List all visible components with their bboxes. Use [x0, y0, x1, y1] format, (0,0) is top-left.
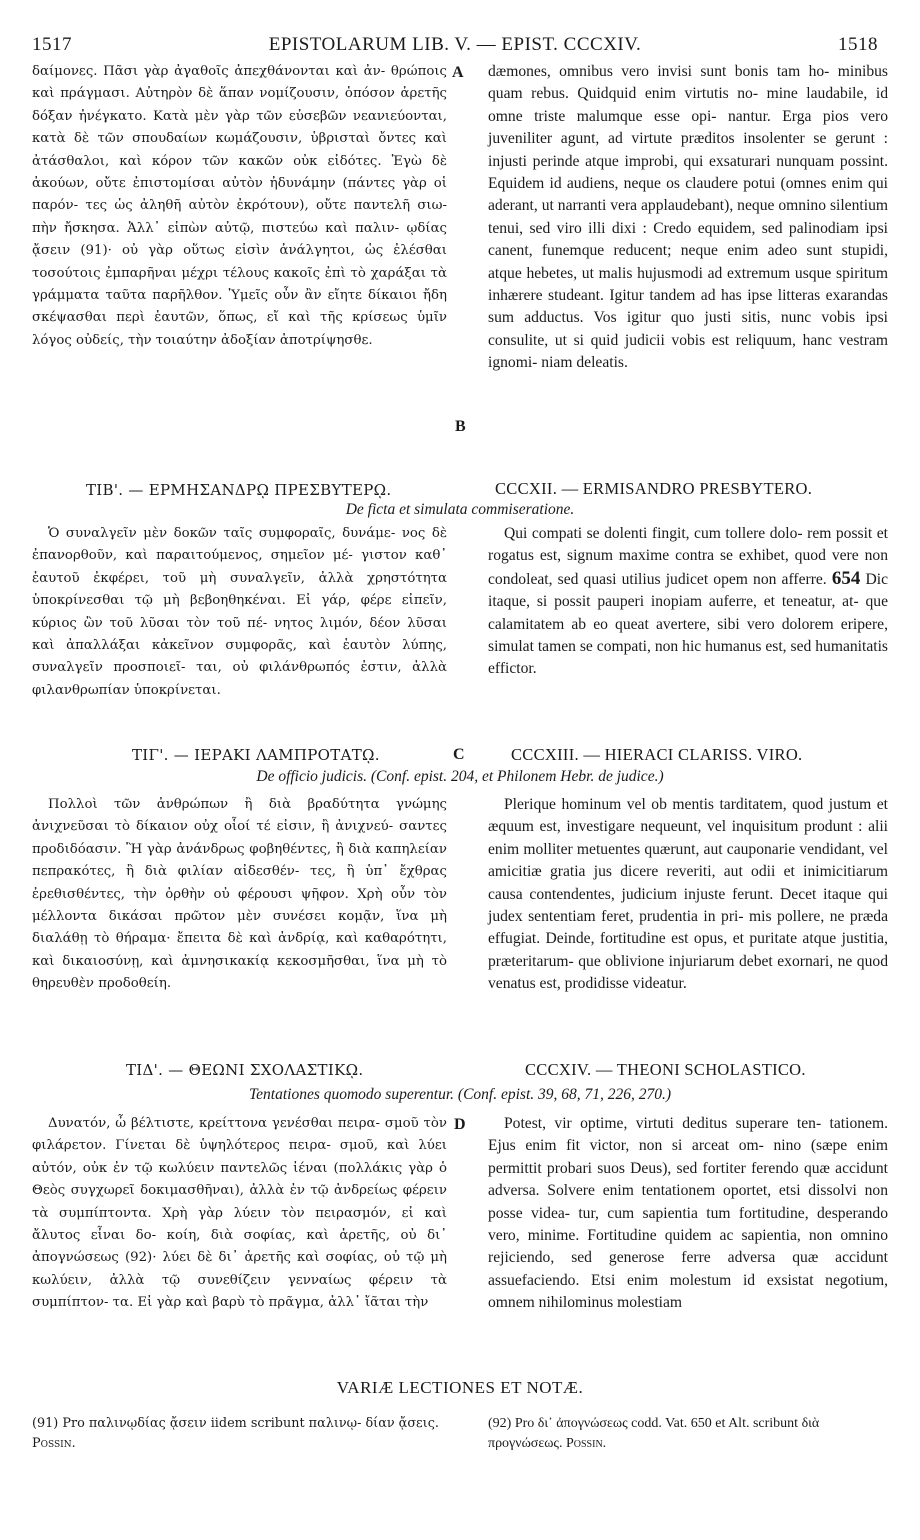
greek-column-312: [32, 523, 447, 702]
greek-heading-312: ΤΙΒ'. — ΕΡΜΗΣΑΝΔΡῼ ΠΡΕΣΒΥΤΕΡῼ.: [86, 481, 392, 499]
subtitle-314: Tentationes quomodo superentur. (Conf. epist. 39, 68, 71, 226, 270.): [248, 1086, 672, 1103]
right-page-number: 1518: [838, 34, 878, 55]
subtitle-313: De officio judicis. (Conf. epist. 204, et Philonem Hebr. de judice.): [256, 768, 664, 785]
notes-heading: VARIÆ LECTIONES ET NOTÆ.: [336, 1378, 584, 1397]
greek-column-313: [32, 794, 447, 996]
latin-text-313: Plerique hominum vel ob mentis tarditatem, quod justum et æquum est, investigare nequeunt, vel inquisitum produnt : alii enim molliter metuentes quærunt, aut cauponarie vendidant, vel amicitiæ gratia jus dicere reveriti, aut odii et inimicitiarum causa contendentes, judicium injuste ferunt. Decet itaque qui judex sententiam feret, prudentia in pri- mis pollere, ne præda effugiat. Deinde, fortitudine est opus, et puritate atque justitia, præteritarum- que oblivione injuriarum debet exornari, ne quod venatus est, prodidisse videatur.: [488, 796, 888, 993]
note-91-author: Possin.: [32, 1436, 76, 1451]
latin-column-312: [488, 523, 888, 681]
greek-text-314: Δυνατόν, ὦ βέλτιστε, κρείττονα γενέσθαι πειρα- σμοῦ τὸν φιλάρετον. Γίνεται δὲ ὑψηλότερος πειρα- σμοῦ, καὶ λύει αὐτόν, οὐκ ἐν τῷ κωλύειν παντελῶς ἰέναι (πολλάκις γὰρ ὁ Θεὸς συγχωρεῖ δοκιμασθῆναι), ἀλλὰ ἐν τῷ ἀνδρείως φέρειν τὰ συμπίπτοντα. Χρὴ γὰρ λύειν τὸν πειρασμόν, εἰ καὶ ἄλυτος εἶναι δο- κοίη, διὰ σοφίας, καὶ ἀρετῆς, οὐ δι᾽ ἀπογνώσεως (92)· λύει δὲ δι᾽ ἀρετῆς καὶ σοφίας, οὐ τῷ μὴ κωλύειν, ἀλλὰ τῷ συνεθίζειν γενναίως φέρειν τὰ συμπίπτον- τα. Εἰ γὰρ καὶ βαρὺ τὸ πρᾶγμα, ἀλλ᾽ ἴᾶται τὴν: [32, 1116, 447, 1311]
latin-heading-314: CCCXIV. — THEONI SCHOLASTICO.: [525, 1060, 806, 1079]
note-92-author: Possin.: [565, 1436, 607, 1451]
subtitle-312: De ficta et simulata commiseratione.: [345, 501, 575, 518]
note-91-text: (91) Pro παλινῳδίας ᾄσειν iidem scribunt παλινῳ- δίαν ᾄσεις.: [32, 1416, 439, 1431]
latin-text-314: Potest, vir optime, virtuti deditus superare ten- tationem. Ejus enim fit victor, non si arceat om- nino (sæpe enim permittit probari suos Deus), sed fortiter ferendo quæ accidunt adversa. Solvere enim tentationem oportet, etsi dissolvi non posse videa- tur, cum sapientia tum fortitudine, desperando vero, minime. Fortitudine quidem ac sapientia, non omnino rejiciendo, sed generose ferre adversa quæ accidunt assuefaciendo. Etsi enim molestum id exsistat negotium, omnem nihilominus molestiam: [488, 1115, 888, 1312]
margin-marker-b: B: [455, 418, 466, 435]
running-header: [32, 34, 878, 60]
note-92: [488, 1414, 888, 1454]
column-number: 654: [831, 567, 861, 589]
greek-text-313: Πολλοὶ τῶν ἀνθρώπων ἢ διὰ βραδύτητα γνώμης ἀνιχνεῦσαι τὸ δίκαιον οὐχ οἷοί τέ εἰσιν, ἢ ἀνιχνεύ- σαντες προδιδόασιν. Ἢ γὰρ ἀνάνδρως φοβηθέντες, ἢ διὰ καπηλείαν πεπρακότες, ἢ διὰ φιλίαν αἰδεσθέν- τες, ἢ ὑπ᾽ ἔχθρας ἐρεθισθέντες, τὴν ὀρθὴν οὐ φέρουσι ψῆφον. Χρὴ οὖν τὸν μέλλοντα δικάσαι πρῶτον μὲν συνέσει κομᾷν, ἵνα μὴ διαλάθῃ τὸ θήραμα· ἔπειτα δὲ καὶ ἀνδρίᾳ, καὶ καθαρότητι, καὶ δικαιοσύνῃ, καὶ ἀμνησικακίᾳ κεκοσμῆσθαι, ἵνα μὴ τὸ θηρευθὲν προδοθείη.: [32, 797, 447, 992]
margin-marker-c: C: [453, 746, 465, 763]
greek-heading-313: ΤΙΓ'. — ΙΕΡΑΚΙ ΛΑΜΠΡΟΤΑΤῼ.: [132, 746, 380, 764]
margin-marker-d: D: [454, 1116, 466, 1133]
latin-column-314: [488, 1113, 888, 1315]
latin-heading-312: CCCXII. — ERMISANDRO PRESBYTERO.: [495, 479, 813, 498]
running-title: EPISTOLARUM LIB. V. — EPIST. CCCXIV.: [268, 34, 642, 55]
note-92-text: (92) Pro δι᾽ ἀπογνώσεως codd. Vat. 650 et Alt. scribunt διὰ προγνώσεως.: [488, 1416, 820, 1451]
latin-text-312: [488, 523, 888, 681]
greek-text-continuation: δαίμονες. Πᾶσι γὰρ ἀγαθοῖς ἀπεχθάνονται καὶ ἀν- θρώποις καὶ πράγμασι. Αὐτηρὸν δὲ ἅπαν νομίζουσιν, ὁπόσον ἀρετῆς δόξαν ἠνέγκατο. Κατὰ μὲν γὰρ τῶν εὐσεβῶν νεανιεύονται, κατὰ δὲ τῶν σπουδαίων κωμάζουσιν, ὑβρισταὶ ὄντες καὶ ἀτάσθαλοι, καὶ κόρον τῶν κακῶν οὐκ εἰδότες. Ἐγὼ δὲ ἀκούων, οὔτε ἐπιστομίσαι αὐτὸν ἠδυνάμην (πάντες γὰρ οἱ παρόν- τες ὡς ἀληθῆ αὐτὸν ἐκρότουν), οὔτε παντελῆ σιω- πὴν ἤσκησα. Ἀλλ᾽ εἰπὼν αὐτῷ, πιστεύω καὶ παλιν- ῳδίας ᾄσειν (91)· οὐ γὰρ οὕτως εἰσὶν ἀνάλγητοι, ὡς ἐλέσθαι τοσούτοις ἐμπαρῆναι μέχρι τέλους κακοῖς ἐπὶ τὸ χαράξαι τὰ γράμματα ταῦτα παρῆλθον. Ὑμεῖς οὖν ἂν εἴητε δίκαιοι ἤδη σκέψασθαι περὶ ἑαυτῶν, ὅπως, εἴ καὶ τῆς κρίσεως ὑμῖν λόγος οὐδείς, τὴν τοιαύτην ἀδοξίαν ἀποτρίψησθε.: [32, 64, 447, 348]
latin-text-312-b: Dic itaque, si possit pauperi inopiam auferre, et teneatur, at- que calamitatem ab eo queat avertere, sibi vero dolorem eripere, simulat tamen se compati, non hic humanus est, sed humanitatis effictor.: [488, 570, 889, 678]
note-91: [32, 1414, 452, 1454]
margin-marker-a: A: [452, 64, 464, 81]
latin-column-top: [488, 61, 888, 375]
greek-heading-314: ΤΙΔ'. — ΘΕΩΝΙ ΣΧΟΛΑΣΤΙΚῼ.: [126, 1061, 364, 1079]
latin-text-continuation: dæmones, omnibus vero invisi sunt bonis tam ho- minibus quam rebus. Quidquid enim virtutis no- mine laudabile, id omne triste malumque esse opi- nantur. Erga pios vero juveniliter agunt, ad virtute præditos insolenter se gerunt : injusti perinde atque improbi, qui exsaturari nunquam possint. Equidem id audiens, neque os claudere potui (omnes enim qui aderant, ut narranti vera applaudebant), neque omnino silentium tenui, sed viro illi dixi : Credo equidem, sed palinodiam ipsi canent, funemque reducent; neque enim adeo sunt stupidi, atque hebetes, ut malis hujusmodi ad extremum usque spiritum inhærere studeant. Igitur tandem ad has ipse litteras exarandas sum adductus. Vos igitur quo justi sitis, nunc vobis ipsi consulite, ut si quid judicii vobis est reliquum, hanc vestram ignomi- niam deleatis.: [488, 63, 888, 372]
greek-column-top: [32, 61, 447, 352]
latin-heading-313: CCCXIII. — HIERACI CLARISS. VIRO.: [511, 745, 803, 764]
greek-column-314: [32, 1113, 447, 1315]
greek-text-312: Ὁ συναλγεῖν μὲν δοκῶν ταῖς συμφοραῖς, δυνάμε- νος δὲ ἐπανορθοῦν, καὶ παραιτούμενος, σημεῖον μέ- γιστον καθ᾽ ἑαυτοῦ ἐκφέρει, τοῦ μὴ συναλγεῖν, ἀλλὰ χρηστότητα ὑποκρίνεσθαι τῷ μὴ βεβοηθηκέναι. Εἰ γάρ, φέρε εἰπεῖν, κύριος ὢν τοῦ λῦσαι τὸν τοῦ πέ- νητος λιμόν, δέον λῦσαι καὶ ἀπαλλάξαι κἀκεῖνον συμφορᾶς, καὶ ἑαυτὸν λύπης, συναλγεῖν προσποιεῖ- ται, οὐ φιλάνθρωπός ἐστιν, ἀλλὰ φιλανθρωπίαν ὑποκρίνεται.: [32, 526, 447, 698]
left-page-number: 1517: [32, 34, 72, 55]
latin-text-312-a: Qui compati se dolenti fingit, cum tollere dolo- rem possit et rogatus est, signum maxime contra se exhibet, quod vere non condoleat, sed quasi utilius judicet opem non afferre.: [488, 525, 888, 588]
latin-column-313: [488, 794, 888, 996]
